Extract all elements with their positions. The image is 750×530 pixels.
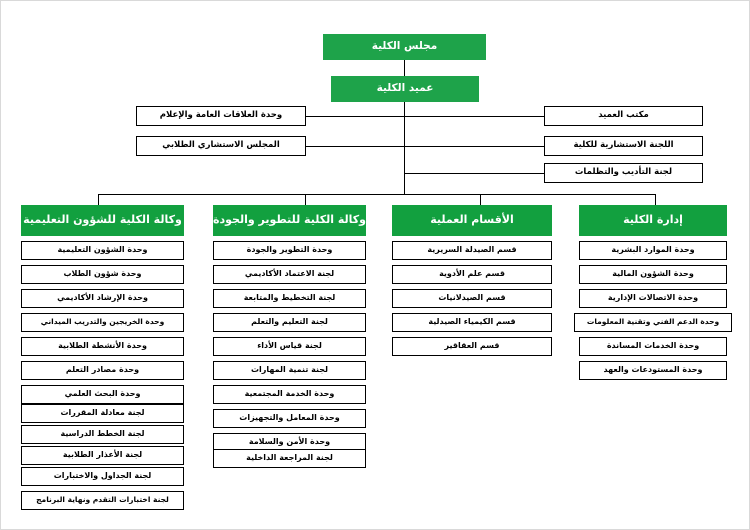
list-item-label: لجنة التخطيط والمتابعة: [243, 293, 336, 303]
list-item-label: قسم الكيمياء الصيدلية: [428, 317, 516, 327]
list-item-label: لجنة الأعذار الطلابية: [62, 450, 143, 460]
connector-left-1: [306, 116, 405, 117]
list-item[interactable]: [213, 409, 366, 428]
list-item[interactable]: [213, 265, 366, 284]
list-item-label: وحدة الاتصالات الإدارية: [607, 293, 699, 303]
node-dean-office[interactable]: [544, 106, 703, 126]
list-item[interactable]: [21, 404, 184, 423]
connector-drop-col-3: [305, 194, 306, 205]
column-header-label: وكالة الكلية للشؤون التعليمية: [23, 213, 182, 227]
connector-council-dean: [404, 60, 405, 76]
list-item[interactable]: [579, 361, 727, 380]
list-item[interactable]: [21, 289, 184, 308]
column-header-label: الأقسام العملية: [430, 213, 514, 227]
node-label: اللجنة الاستشارية للكلية: [573, 140, 674, 151]
list-item[interactable]: [579, 337, 727, 356]
list-item[interactable]: [579, 289, 727, 308]
list-item[interactable]: [392, 337, 552, 356]
list-item-label: وحدة الإرشاد الأكاديمي: [57, 293, 148, 303]
list-item[interactable]: [579, 265, 727, 284]
list-item-label: وحدة الأنشطة الطلابية: [58, 341, 147, 351]
list-item[interactable]: [21, 467, 184, 486]
list-item[interactable]: [213, 361, 366, 380]
list-item-label: وحدة الشؤون المالية: [612, 269, 694, 279]
column-header-development-quality[interactable]: [213, 205, 366, 236]
connector-left-2: [306, 146, 405, 147]
list-item-label: وحدة مصادر التعلم: [65, 365, 140, 375]
node-public-relations-media[interactable]: [136, 106, 306, 126]
node-student-advisory-council[interactable]: [136, 136, 306, 156]
node-college-council[interactable]: [323, 34, 486, 60]
list-item[interactable]: [21, 337, 184, 356]
connector-right-1: [404, 116, 544, 117]
node-label: المجلس الاستشاري الطلابي: [162, 140, 280, 151]
connector-drop-col-2: [480, 194, 481, 205]
column-header-college-administration[interactable]: [579, 205, 727, 236]
connector-column-bus: [98, 194, 656, 195]
list-item-label: لجنة التعليم والتعلم: [251, 317, 328, 327]
connector-drop-col-1: [655, 194, 656, 205]
list-item-label: لجنة المراجعة الداخلية: [246, 453, 333, 463]
list-item[interactable]: [213, 385, 366, 404]
column-header-practical-departments[interactable]: [392, 205, 552, 236]
list-item[interactable]: [392, 265, 552, 284]
list-item[interactable]: [21, 265, 184, 284]
node-label: مجلس الكلية: [371, 40, 438, 53]
list-item-label: وحدة شؤون الطلاب: [63, 269, 142, 279]
column-header-label: وكالة الكلية للتطوير والجودة: [212, 213, 366, 227]
list-item-label: لجنة الخطط الدراسية: [60, 429, 145, 439]
list-item-label: وحدة الموارد البشرية: [611, 245, 695, 255]
list-item[interactable]: [213, 449, 366, 468]
list-item[interactable]: [21, 425, 184, 444]
list-item[interactable]: [213, 289, 366, 308]
list-item-label: وحدة الخريجين والتدريب الميداني: [40, 317, 165, 327]
list-item-label: وحدة الخدمات المساندة: [606, 341, 700, 351]
list-item-label: قسم الصيدلانيات: [438, 293, 506, 303]
list-item[interactable]: [21, 241, 184, 260]
node-discipline-grievance-committee[interactable]: [544, 163, 703, 183]
list-item-label: وحدة الشؤون التعليمية: [57, 245, 148, 255]
list-item[interactable]: [574, 313, 732, 332]
column-header-label: إدارة الكلية: [623, 213, 683, 227]
connector-right-3: [404, 173, 544, 174]
list-item[interactable]: [213, 313, 366, 332]
list-item-label: وحدة الدعم الفني وتقنية المعلومات: [586, 317, 720, 327]
list-item[interactable]: [21, 313, 184, 332]
list-item-label: وحدة الخدمة المجتمعية: [244, 389, 335, 399]
list-item[interactable]: [392, 289, 552, 308]
connector-drop-col-4: [98, 194, 99, 205]
node-label: مكتب العميد: [598, 110, 649, 121]
connector-right-2: [404, 146, 544, 147]
list-item-label: وحدة الأمن والسلامة: [248, 437, 331, 447]
list-item-label: لجنة الجداول والاختبارات: [53, 471, 152, 481]
list-item[interactable]: [392, 241, 552, 260]
list-item-label: وحدة البحث العلمي: [64, 389, 141, 399]
list-item[interactable]: [213, 241, 366, 260]
list-item[interactable]: [21, 385, 184, 404]
list-item[interactable]: [213, 337, 366, 356]
list-item-label: قسم العقاقير: [444, 341, 500, 351]
list-item-label: قسم علم الأدوية: [439, 269, 505, 279]
list-item-label: لجنة معادلة المقررات: [60, 408, 145, 418]
list-item[interactable]: [392, 313, 552, 332]
list-item-label: لجنة اختبارات التقدم ونهاية البرنامج: [36, 495, 169, 505]
list-item[interactable]: [21, 361, 184, 380]
column-header-educational-affairs[interactable]: [21, 205, 184, 236]
list-item-label: لجنة تنمية المهارات: [251, 365, 328, 375]
list-item-label: لجنة الاعتماد الأكاديمي: [244, 269, 335, 279]
list-item-label: وحدة المعامل والتجهيزات: [239, 413, 340, 423]
node-college-advisory-committee[interactable]: [544, 136, 703, 156]
list-item-label: لجنة قياس الأداء: [257, 341, 322, 351]
list-item-label: وحدة المستودعات والعهد: [603, 365, 703, 375]
node-label: عميد الكلية: [376, 82, 434, 95]
node-label: وحدة العلاقات العامة والإعلام: [159, 110, 283, 121]
list-item-label: وحدة التطوير والجودة: [246, 245, 333, 255]
list-item-label: قسم الصيدلة السريرية: [427, 245, 517, 255]
list-item[interactable]: [21, 446, 184, 465]
node-label: لجنة التأديب والتظلمات: [574, 167, 673, 178]
list-item[interactable]: [579, 241, 727, 260]
list-item[interactable]: [21, 491, 184, 510]
node-college-dean[interactable]: [331, 76, 479, 102]
